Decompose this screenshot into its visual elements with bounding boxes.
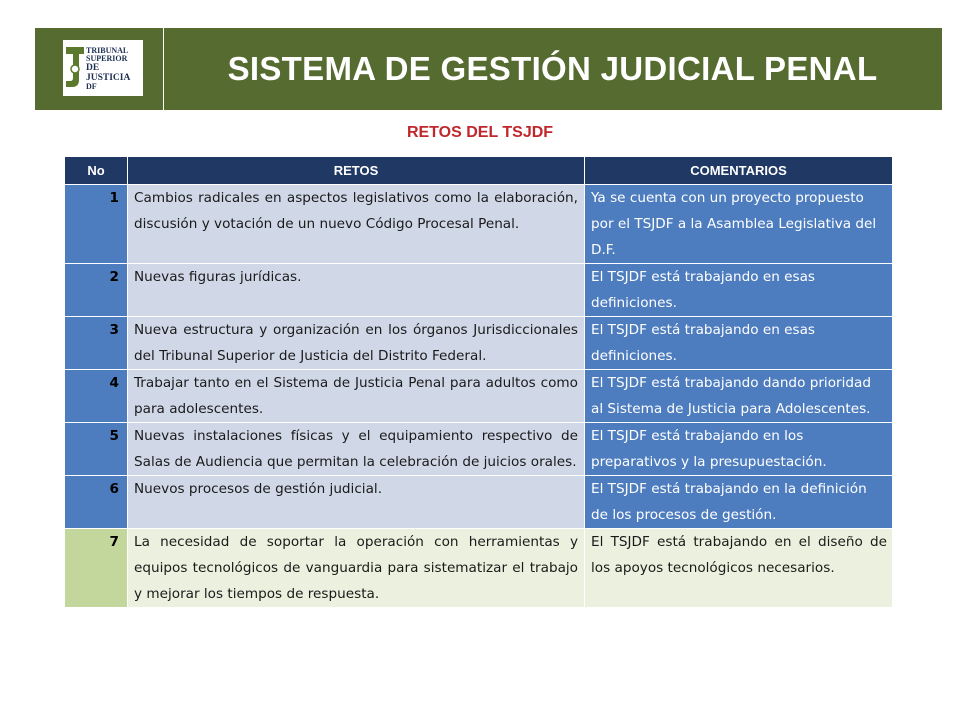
reto-cell: Nueva estructura y organización en los órganos Jurisdiccionales del Tribunal Superior de Justicia del Distrito Federal.	[128, 317, 585, 370]
table-header-row	[65, 157, 893, 185]
tsjdf-emblem-icon	[65, 45, 85, 89]
section-subtitle: RETOS DEL TSJDF	[406, 124, 554, 141]
comentario-cell: El TSJDF está trabajando en el diseño de los apoyos tecnológicos necesarios.	[585, 529, 893, 608]
comentario-cell: El TSJDF está trabajando en la definición de los procesos de gestión.	[585, 476, 893, 529]
logo-container	[35, 28, 164, 110]
comentario-cell: El TSJDF está trabajando en los preparativos y la presupuestación.	[585, 423, 893, 476]
reto-cell: Cambios radicales en aspectos legislativos como la elaboración, discusión y votación de un nuevo Código Procesal Penal.	[128, 185, 585, 264]
table-row	[65, 317, 893, 370]
comentario-cell: El TSJDF está trabajando en esas definiciones.	[585, 264, 893, 317]
row-number: 1	[65, 185, 128, 264]
row-number: 6	[65, 476, 128, 529]
comentario-cell: El TSJDF está trabajando en esas definiciones.	[585, 317, 893, 370]
reto-cell: Nuevas instalaciones físicas y el equipamiento respectivo de Salas de Audiencia que permitan la celebración de juicios orales.	[128, 423, 585, 476]
reto-cell: Trabajar tanto en el Sistema de Justicia Penal para adultos como para adolescentes.	[128, 370, 585, 423]
comentario-cell: El TSJDF está trabajando dando prioridad al Sistema de Justicia para Adolescentes.	[585, 370, 893, 423]
reto-cell: La necesidad de soportar la operación con herramientas y equipos tecnológicos de vanguardia para sistematizar el trabajo y mejorar los tiempos de respuesta.	[128, 529, 585, 608]
reto-cell: Nuevos procesos de gestión judicial.	[128, 476, 585, 529]
logo-line-3: DE JUSTICIA	[86, 63, 131, 83]
logo-line-2: SUPERIOR	[86, 54, 128, 63]
comentario-cell: Ya se cuenta con un proyecto propuesto por el TSJDF a la Asamblea Legislativa del D.F.	[585, 185, 893, 264]
table-row	[65, 423, 893, 476]
page-title: SISTEMA DE GESTIÓN JUDICIAL PENAL	[227, 50, 878, 87]
column-header-comentarios: COMENTARIOS	[585, 157, 893, 185]
logo-line-4: DF	[86, 82, 97, 91]
table-row	[65, 185, 893, 264]
tsjdf-logo	[63, 40, 143, 96]
row-number: 3	[65, 317, 128, 370]
table-row	[65, 529, 893, 608]
table-row	[65, 264, 893, 317]
column-header-retos: RETOS	[128, 157, 585, 185]
row-number: 2	[65, 264, 128, 317]
row-number: 5	[65, 423, 128, 476]
table-row	[65, 476, 893, 529]
header-banner	[35, 28, 942, 110]
logo-line-1: TRIBUNAL	[86, 46, 129, 55]
logo-wordmark	[86, 47, 143, 91]
column-header-no: No	[65, 157, 128, 185]
retos-table	[64, 156, 893, 608]
reto-cell: Nuevas figuras jurídicas.	[128, 264, 585, 317]
row-number: 4	[65, 370, 128, 423]
row-number: 7	[65, 529, 128, 608]
table-row	[65, 370, 893, 423]
